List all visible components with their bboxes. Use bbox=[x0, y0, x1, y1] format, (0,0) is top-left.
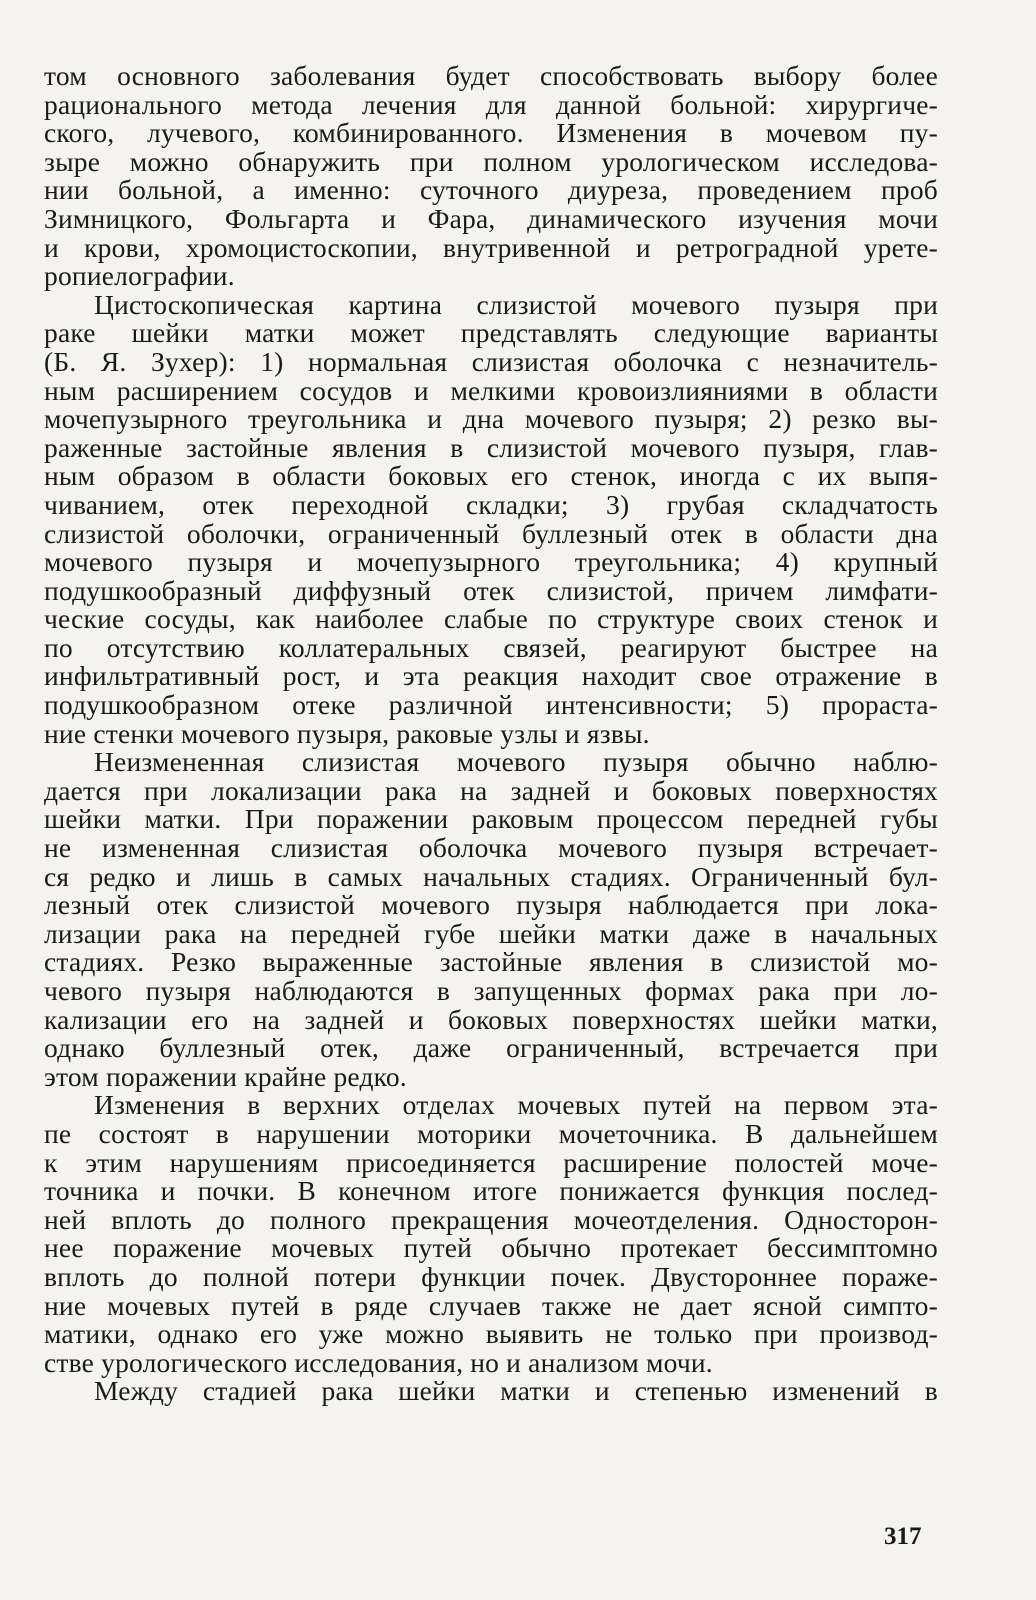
text-line: и крови, хромоцистоскопии, внутривенной и ретроградной урете- bbox=[44, 231, 938, 263]
page-number: 317 bbox=[884, 1523, 922, 1550]
text-line: шейки матки. При поражении раковым процессом передней губы bbox=[44, 803, 938, 835]
text-line: стадиях. Резко выраженные застойные явления в слизистой мо- bbox=[44, 946, 938, 978]
text-line: рационального метода лечения для данной больной: хирургиче- bbox=[44, 88, 938, 120]
text-line: дается при локализации рака на задней и боковых поверхностях bbox=[44, 774, 938, 806]
text-line: точника и почки. В конечном итоге понижается функция послед- bbox=[44, 1175, 938, 1207]
text-line: Неизмененная слизистая мочевого пузыря обычно наблю- bbox=[94, 746, 938, 778]
text-line: не измененная слизистая оболочка мочевого пузыря встречает- bbox=[44, 832, 938, 864]
text-line: ным образом в области боковых его стенок, иногда с их выпя- bbox=[44, 460, 938, 492]
text-line: этом поражении крайне редко. bbox=[44, 1060, 407, 1092]
text-line: мочевого пузыря и мочепузырного треугольника; 4) крупный bbox=[44, 546, 938, 578]
text-line: к этим нарушениям присоединяется расширение полостей моче- bbox=[44, 1146, 938, 1178]
text-line: раке шейки матки может представлять следующие варианты bbox=[44, 317, 938, 349]
text-line: слизистой оболочки, ограниченный буллезный отек в области дна bbox=[44, 517, 938, 549]
text-line: зыре можно обнаружить при полном урологическом исследова- bbox=[44, 145, 938, 177]
text-line: чиванием, отек переходной складки; 3) грубая складчатость bbox=[44, 488, 938, 520]
page-text bbox=[44, 62, 938, 1406]
text-line: Между стадией рака шейки матки и степенью изменений в bbox=[94, 1375, 938, 1407]
text-line: стве урологического исследования, но и анализом мочи. bbox=[44, 1346, 713, 1378]
text-line: мочепузырного треугольника и дна мочевого пузыря; 2) резко вы- bbox=[44, 403, 938, 435]
text-line: ней вплоть до полного прекращения мочеотделения. Односторон- bbox=[44, 1203, 938, 1235]
text-line: лезный отек слизистой мочевого пузыря наблюдается при лока- bbox=[44, 889, 938, 921]
text-line: ся редко и лишь в самых начальных стадиях. Ограниченный бул- bbox=[44, 860, 938, 892]
text-line: ского, лучевого, комбинированного. Изменения в мочевом пу- bbox=[44, 117, 938, 149]
paragraph bbox=[44, 62, 938, 291]
text-line: подушкообразном отеке различной интенсивности; 5) прораста- bbox=[44, 689, 938, 721]
text-line: пе состоят в нарушении моторики мочеточника. В дальнейшем bbox=[44, 1117, 938, 1149]
text-line: инфильтративный рост, и эта реакция находит свое отражение в bbox=[44, 660, 938, 692]
text-line: нии больной, а именно: суточного диуреза, проведением проб bbox=[44, 174, 938, 206]
text-line: раженные застойные явления в слизистой мочевого пузыря, глав- bbox=[44, 431, 938, 463]
text-line: ние стенки мочевого пузыря, раковые узлы и язвы. bbox=[44, 717, 650, 749]
text-line: том основного заболевания будет способствовать выбору более bbox=[44, 60, 938, 91]
text-line: лизации рака на передней губе шейки матки даже в начальных bbox=[44, 917, 938, 949]
paragraph bbox=[44, 1091, 938, 1377]
text-line: по отсутствию коллатеральных связей, реагируют быстрее на bbox=[44, 631, 938, 663]
text-line: однако буллезный отек, даже ограниченный, встречается при bbox=[44, 1032, 938, 1064]
paragraph bbox=[44, 748, 938, 1091]
text-line: ропиелографии. bbox=[44, 260, 235, 292]
text-line: ным расширением сосудов и мелкими кровоизлияниями в области bbox=[44, 374, 938, 406]
text-line: подушкообразный диффузный отек слизистой, причем лимфати- bbox=[44, 574, 938, 606]
text-line: ческие сосуды, как наиболее слабые по структуре своих стенок и bbox=[44, 603, 938, 635]
text-line: матики, однако его уже можно выявить не только при производ- bbox=[44, 1318, 938, 1350]
text-line: чевого пузыря наблюдаются в запущенных формах рака при ло- bbox=[44, 975, 938, 1006]
text-line: Изменения в верхних отделах мочевых путей на первом эта- bbox=[94, 1089, 938, 1121]
text-line: вплоть до полной потери функции почек. Двустороннее пораже- bbox=[44, 1260, 938, 1292]
paragraph bbox=[44, 288, 938, 749]
text-line: Цистоскопическая картина слизистой мочевого пузыря при bbox=[94, 288, 938, 320]
text-line: ние мочевых путей в ряде случаев также не дает ясной симпто- bbox=[44, 1289, 938, 1321]
text-line: кализации его на задней и боковых поверхностях шейки матки, bbox=[44, 1003, 938, 1035]
text-line: нее поражение мочевых путей обычно протекает бессимптомно bbox=[44, 1232, 938, 1264]
text-line: Зимницкого, Фольгарта и Фара, динамического изучения мочи bbox=[44, 202, 938, 234]
text-line: (Б. Я. Зухер): 1) нормальная слизистая оболочка с незначитель- bbox=[44, 345, 938, 377]
paragraph bbox=[44, 1377, 938, 1406]
